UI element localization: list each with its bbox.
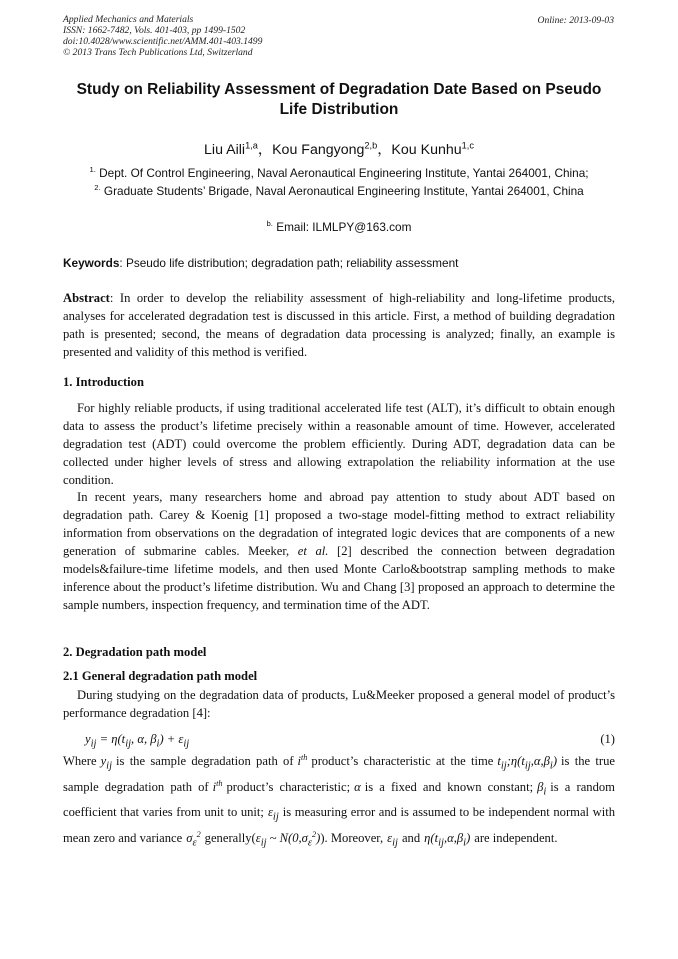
section-2-1-heading: 2.1 General degradation path model [63, 669, 258, 683]
email-mark: b. [266, 219, 273, 229]
journal-name: Applied Mechanics and Materials [63, 14, 194, 25]
keywords [63, 256, 615, 270]
math-ith: $i^{th}$ [212, 778, 223, 794]
math-epsilon: $\varepsilon_{ij}$ [387, 830, 398, 849]
where-text: Moreover, [330, 830, 384, 845]
et-al: et al. [297, 544, 329, 558]
where-text: is the sample degradation path of [116, 754, 294, 768]
intro-p2-text-a: In recent years, many researchers home and abroad pay attention to study about ADT based on degradation path. Carey & Koenig [1] proposed a two-stage model-fitting method to extract reliability information from observations on the degradation of integrated logic devices that are components of a new generation of submarine cables. Meeker, [63, 490, 615, 558]
author-sup: 2,b [364, 140, 378, 151]
author-list [63, 139, 615, 159]
math-tij-eta: $t_{ij};\eta(t_{ij},\alpha,\beta_i)$ [497, 754, 558, 772]
online-date: Online: 2013-09-03 [537, 15, 614, 26]
section-2-1-paragraph: During studying on the degradation data of products, Lu&Meeker proposed a general model of product’s performance degradation [4]: [63, 688, 615, 720]
where-paragraph [63, 751, 615, 853]
author-sup: 1,a [245, 140, 258, 151]
where-text: generally( [204, 830, 256, 845]
math-ith: $i^{th}$ [297, 752, 308, 768]
where-text: is the true sample degradation path of [63, 754, 615, 794]
math-beta: $\beta_i$ [537, 779, 547, 798]
math-yij: $y_{ij}$ [100, 754, 112, 772]
where-text: is measuring error and is assumed to be independent normal with mean zero and variance [63, 805, 615, 845]
affiliation-text: Dept. Of Control Engineering, Naval Aeronautical Engineering Institute, Yantai 264001, China; [99, 166, 589, 180]
affiliation-num: 2. [94, 183, 101, 193]
paper-title [63, 80, 615, 120]
affiliation-2 [63, 184, 615, 198]
author-sep: ， [377, 142, 392, 158]
keywords-text: : Pseudo life distribution; degradation path; reliability assessment [119, 256, 459, 270]
abstract [63, 289, 615, 361]
affiliation-1 [63, 166, 615, 180]
equation-1-body: $y_{ij} = \eta(t_{ij}$, α, $\beta_i) + \varepsilon_{ij}$ [85, 732, 190, 750]
doi-line: doi:10.4028/www.scientific.net/AMM.401-403.1499 [63, 36, 263, 47]
where-text: is a fixed and known constant; [364, 779, 534, 794]
abstract-text: : In order to develop the reliability assessment of high-reliability and long-lifetime products, analyses for accelerated degradation test is discussed in this article. First, a method of building degradation path is presented; second, the means of degradation data processing is analyzed; finally, an example is presented and validity of this method is verified. [63, 291, 615, 359]
intro-paragraph-1: For highly reliable products, if using traditional accelerated life test (ALT), it’s difficult to obtain enough data to assess the product’s lifetime precisely within a reasonable amount of time. However, accelerated degradation test (ADT) could overcome the problem efficiently. During ADT, degradation data can be collected under higher levels of stress and allowing extrapolation the reliability information at the use condition. [63, 401, 615, 487]
where-text: and [401, 830, 421, 845]
issn-line: ISSN: 1662-7482, Vols. 401-403, pp 1499-1502 [63, 25, 246, 36]
affiliation-num: 1. [89, 165, 96, 175]
intro-p2-text-b: [2] described the connection between degradation models&failure-time lifetime models, and then used Monte Carlo&bootstrap sampling methods to make inference about the product’s lifetime distribution. Wu and Chang [3] proposed an approach to determine the sample numbers, inspection frequency, and termination time of the ADT. [63, 544, 615, 612]
equation-1 [85, 732, 615, 750]
section-1-heading: 1. Introduction [63, 375, 144, 389]
math-alpha: α [354, 779, 361, 794]
section-2-heading: 2. Degradation path model [63, 645, 207, 659]
author-name: Liu Aili [204, 142, 246, 158]
author-name: Kou Fangyong [272, 142, 365, 158]
equation-1-number: (1) [600, 732, 615, 746]
email-text[interactable]: Email: ILMLPY@163.com [276, 220, 412, 234]
author-name: Kou Kunhu [391, 142, 462, 158]
title-line-1: Study on Reliability Assessment of Degradation Date Based on Pseudo [76, 81, 602, 98]
abstract-label: Abstract [63, 291, 110, 305]
author-sep: ， [257, 142, 273, 158]
copyright-line: © 2013 Trans Tech Publications Ltd, Switzerland [63, 47, 253, 58]
keywords-label: Keywords [63, 256, 120, 270]
math-eta: $\eta(t_{ij},\alpha,\beta_i)$ [424, 830, 471, 849]
where-text: ). [320, 830, 328, 845]
intro-paragraph-2 [63, 488, 615, 614]
math-epsilon: $\varepsilon_{ij}$ [267, 805, 279, 823]
math-sigma: $\sigma_\varepsilon^2$ [186, 829, 201, 849]
title-line-2: Life Distribution [279, 101, 399, 118]
where-text: is a random coefficient that varies from unit to unit; [63, 779, 615, 820]
math-normal: $\varepsilon_{ij}$ ~ $N(0,\sigma_\varepsilon^2)$ [255, 829, 321, 849]
affiliation-text: Graduate Students’ Brigade, Naval Aeronautical Engineering Institute, Yantai 264001, China [103, 184, 584, 198]
where-text: Where [63, 754, 97, 768]
where-text: product’s characteristic at the time [311, 754, 494, 768]
where-text: product’s characteristic; [226, 779, 351, 794]
author-sup: 1,c [461, 140, 474, 151]
email-line [63, 220, 615, 234]
where-text: are independent. [474, 830, 558, 845]
